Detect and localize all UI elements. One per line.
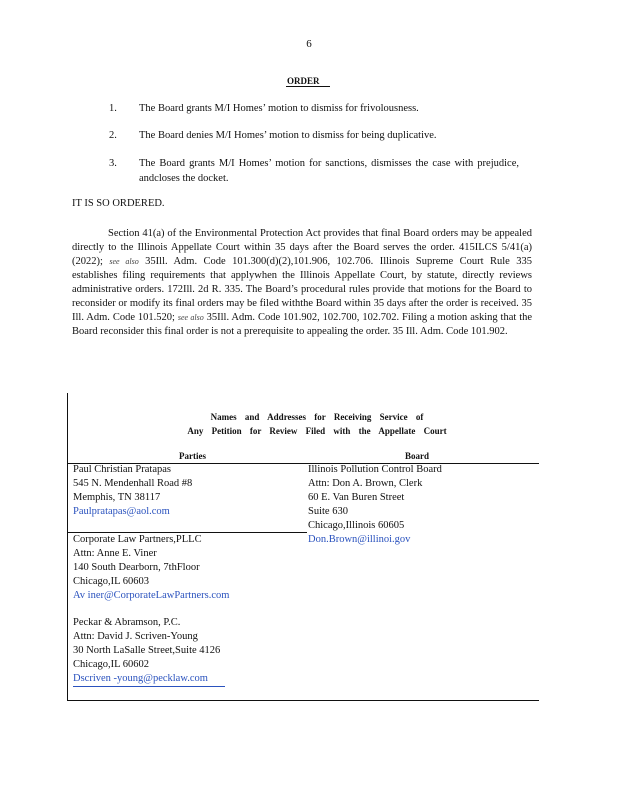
party-email-link[interactable]: Dscriven -young@pecklaw.com	[73, 673, 208, 684]
page-number: 6	[306, 38, 312, 50]
table-bottom-border	[67, 700, 539, 701]
address-line: Paul Christian Pratapas	[73, 464, 171, 475]
order-item-text: The Board denies M/I Homes’ motion to dismiss for being duplicative.	[139, 130, 437, 141]
address-line: 545 N. Mendenhall Road #8	[73, 478, 193, 489]
board-email-link[interactable]: Don.Brown@illinoi.gov	[308, 534, 411, 545]
appeal-text-part3: 35Ill. Adm. Code 101.902, 102.700, 102.702. Filing a motion asking that the Board reconsider this final order is not a prerequisite to appealing the order. 35 Ill. Adm. Code 101.902.	[72, 312, 533, 337]
service-table-heading	[157, 410, 477, 438]
address-line: Attn: Don A. Brown, Clerk	[308, 478, 423, 489]
address-line: Chicago,Illinois 60605	[308, 520, 405, 531]
address-line: 30 North LaSalle Street,Suite 4126	[73, 645, 221, 656]
service-list-table	[67, 393, 539, 701]
order-item-number: 3.	[109, 158, 117, 169]
address-line: Peckar & Abramson, P.C.	[73, 617, 181, 628]
address-line: Chicago,IL 60602	[73, 659, 150, 670]
see-also-signal: see also	[109, 257, 139, 266]
parties-column-header: Parties	[179, 451, 206, 461]
appeal-paragraph	[72, 227, 532, 339]
address-line: Suite 630	[308, 506, 348, 517]
address-line: 60 E. Van Buren Street	[308, 492, 405, 503]
address-line: Memphis, TN 38117	[73, 492, 161, 503]
order-heading: ORDER	[287, 76, 320, 86]
address-line: 140 South Dearborn, 7thFloor	[73, 562, 200, 573]
order-item-text: The Board grants M/I Homes’ motion for sanctions, dismisses the case with prejudice, andcloses the docket.	[139, 158, 519, 184]
address-line: Attn: David J. Scriven-Young	[73, 631, 198, 642]
so-ordered-line: IT IS SO ORDERED.	[72, 198, 165, 209]
address-line: Illinois Pollution Control Board	[308, 464, 442, 475]
address-line: Attn: Anne E. Viner	[73, 548, 157, 559]
appeal-text-part2: 35Ill. Adm. Code 101.300(d)(2),101.906, 102.706. Illinois Supreme Court Rule 335 establishes filing requirements that applywhen the Illinois Appellate Court, by statute, directly reviews administrative orders. 172Ill. 2d R. 335. The Board’s procedural rules provide that motions for the Board to reconsider or modify its final orders may be filed withthe Board within 35 days after the order is received. 35 Ill. Adm. Code 101.520;	[72, 256, 532, 323]
party-email-link[interactable]: Paulpratapas@aol.com	[73, 506, 170, 517]
see-also-signal: see also	[177, 313, 204, 322]
service-heading-line-1: Names and Addresses for Receiving Service of	[210, 412, 424, 422]
board-column-header: Board	[405, 451, 430, 461]
party-address-block	[73, 463, 192, 519]
table-left-border	[67, 393, 68, 701]
order-item-text: The Board grants M/I Homes’ motion to dismiss for frivolousness.	[139, 103, 419, 114]
order-item-number: 2.	[109, 130, 117, 141]
appeal-text-part1: Section 41(a) of the Environmental Protection Act provides that final Board orders may be appealed directly to the Illinois Appellate Court within 35 days after the Board serves the order. 415ILCS 5/41(a) (2022);	[72, 228, 532, 267]
order-heading-underline	[286, 86, 330, 87]
address-line: Corporate Law Partners,PLLC	[73, 534, 202, 545]
party-email-link[interactable]: Av iner@CorporateLawPartners.com	[73, 590, 230, 601]
service-heading-line-2: Any Petition for Review Filed with the Appellate Court	[187, 426, 447, 436]
email-underline	[73, 686, 225, 687]
address-line: Chicago,IL 60603	[73, 576, 150, 587]
party-address-block	[73, 616, 220, 686]
party-address-block	[73, 533, 229, 603]
order-item-number: 1.	[109, 103, 117, 114]
board-address-block	[308, 463, 442, 547]
